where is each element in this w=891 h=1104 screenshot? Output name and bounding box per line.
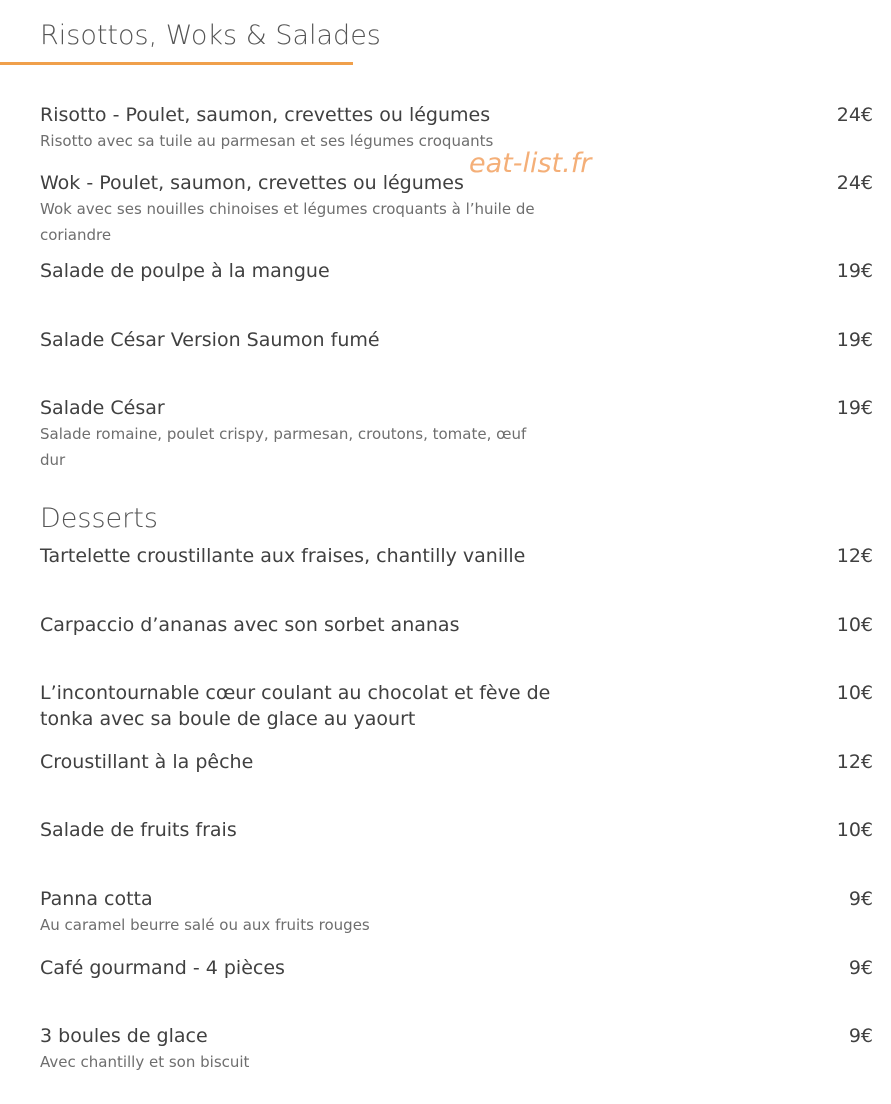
menu-item-name: Salade de poulpe à la mangue [40,260,330,282]
section-title-desserts: Desserts [40,503,158,528]
menu-item-description: Salade romaine, poulet crispy, parmesan, croutons, tomate, œuf dur [40,425,527,469]
menu-item [40,543,873,569]
menu-item-price: 24€ [836,172,873,194]
section-title-underline [0,62,353,65]
menu-item [40,327,873,353]
menu-item-name: Tartelette croustillante aux fraises, chantilly vanille [40,545,526,567]
menu-item [40,1023,873,1075]
menu-item-name: Panna cotta [40,888,153,910]
menu-item [40,886,873,938]
menu-item-price: 10€ [836,682,873,704]
menu-item-price: 12€ [836,545,873,567]
menu-item-name: Salade César Version Saumon fumé [40,329,380,351]
menu-item [40,612,873,638]
menu-item-name: Salade de fruits frais [40,819,237,841]
menu-item-name: Risotto - Poulet, saumon, crevettes ou légumes [40,104,491,126]
menu-item [40,749,873,775]
menu-item-price: 10€ [836,614,873,636]
menu-item-description: Avec chantilly et son biscuit [40,1053,250,1071]
menu-item [40,258,873,284]
menu-item-description: Au caramel beurre salé ou aux fruits rouges [40,916,370,934]
menu-item [40,102,873,154]
menu-item-price: 24€ [836,104,873,126]
menu-item-price: 10€ [836,819,873,841]
menu-item [40,817,873,843]
menu-item-price: 12€ [836,751,873,773]
menu-item-description: Risotto avec sa tuile au parmesan et ses légumes croquants [40,132,494,150]
section-title-risottos: Risottos, Woks & Salades [40,20,381,51]
menu-item-name: 3 boules de glace [40,1025,208,1047]
watermark-text: eat-list.fr [469,148,592,179]
menu-item-name: L’incontournable cœur coulant au chocolat et fève de tonka avec sa boule de glace au yaourt [40,682,551,730]
menu-item-name: Carpaccio d’ananas avec son sorbet ananas [40,614,460,636]
menu-item-price: 19€ [836,329,873,351]
menu-item-description: Wok avec ses nouilles chinoises et légumes croquants à l’huile de coriandre [40,200,535,244]
menu-item-price: 19€ [836,397,873,419]
menu-item-name: Salade César [40,397,165,419]
menu-item-price: 9€ [848,888,873,910]
menu-item-name: Croustillant à la pêche [40,751,254,773]
menu-item-price: 19€ [836,260,873,282]
menu-item [40,680,873,732]
menu-item [40,955,873,981]
menu-item-name: Café gourmand - 4 pièces [40,957,285,979]
menu-item-price: 9€ [848,1025,873,1047]
menu-item [40,395,873,473]
menu-item-name: Wok - Poulet, saumon, crevettes ou légumes [40,172,464,194]
menu-item [40,170,873,248]
menu-item-price: 9€ [848,957,873,979]
